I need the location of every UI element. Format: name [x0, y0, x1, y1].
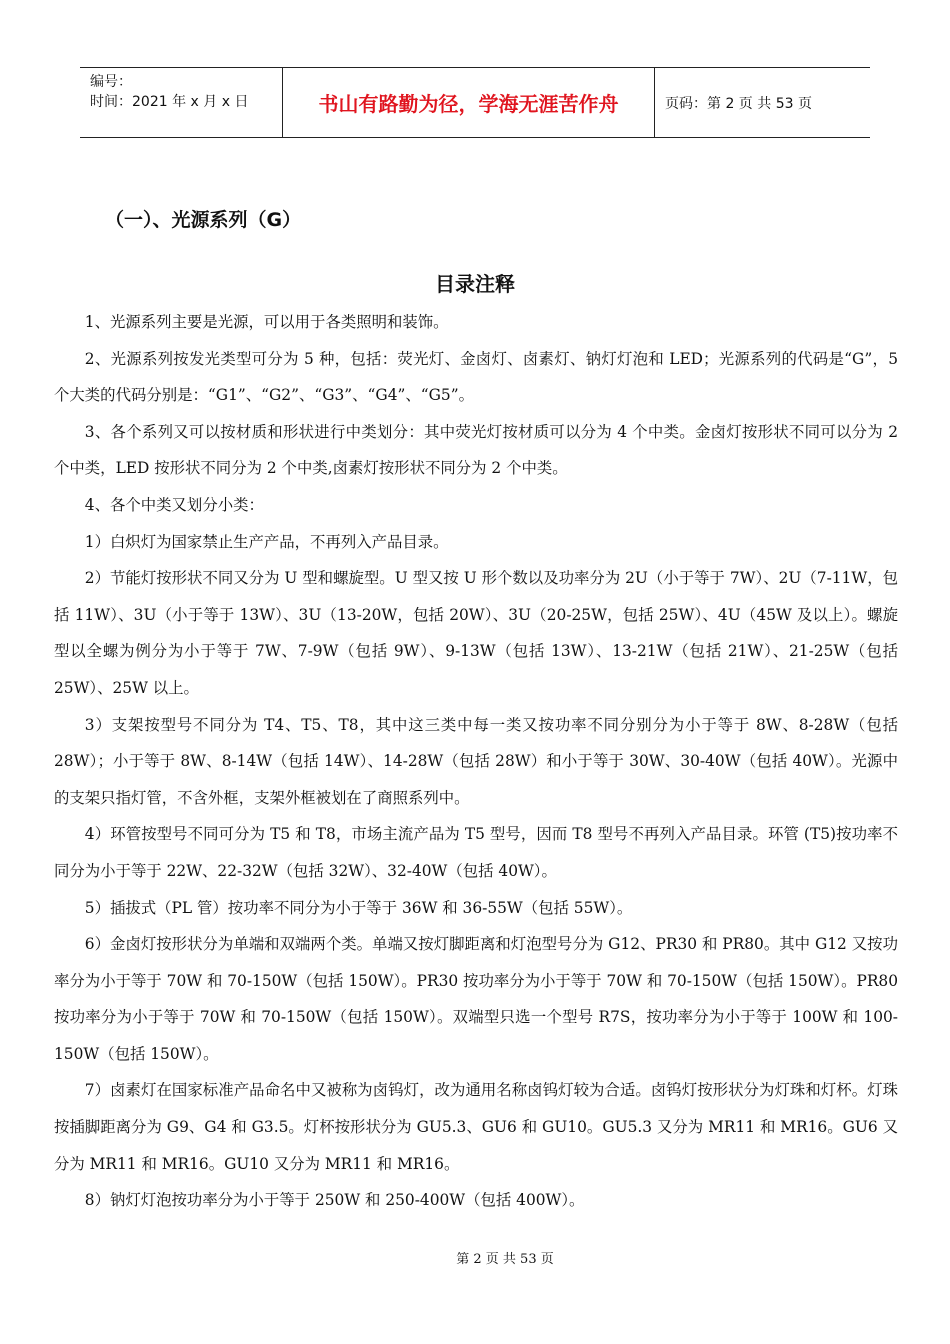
document-header — [80, 67, 870, 138]
header-motto: 书山有路勤为径，学海无涯苦作舟 — [318, 92, 619, 116]
header-motto-cell — [282, 68, 655, 137]
document-number-label: 编号： — [90, 74, 132, 90]
paragraph: 1）白炽灯为国家禁止生产产品，不再列入产品目录。 — [84, 532, 449, 551]
paragraph: 4、各个中类又划分小类： — [84, 495, 264, 514]
paragraph: 4）环管按型号不同可分为 T5 和 T8，市场主流产品为 T5 型号，因而 T8 型号不再列入产品目录。环管 (T5)按功率不同分为小于等于 22W、22-32W（包括 32W）、32-40W（包括 40W）。 — [54, 825, 898, 880]
header-page-cell — [655, 68, 870, 137]
header-page-info: 页码：第 2 页 共 53 页 — [665, 95, 812, 112]
paragraph: 3）支架按型号不同分为 T4、T5、T8，其中这三类中每一类又按功率不同分别分为小于等于 8W、8-28W（包括 28W）；小于等于 8W、8-14W（包括 14W）、14-28W（包括 28W）和小于等于 30W、30-40W（包括 40W）。光源中的支架只指灯管，不含外框，支架外框被划在了商照系列中。 — [54, 715, 898, 807]
paragraph: 1、光源系列主要是光源，可以用于各类照明和装饰。 — [84, 313, 449, 331]
paragraph: 5）插拔式（PL 管）按功率不同分为小于等于 36W 和 36-55W（包括 55W）。 — [84, 898, 633, 917]
paragraph: 2、光源系列按发光类型可分为 5 种，包括：荧光灯、金卤灯、卤素灯、钠灯灯泡和 LED；光源系列的代码是“G”，5 个大类的代码分别是：“G1”、“G2”、“G3”、“G4”、“G5”。 — [54, 349, 898, 405]
page-footer: 第 2 页 共 53 页 — [456, 1252, 554, 1267]
section-title: （一）、光源系列（G） — [105, 209, 302, 231]
paragraph: 6）金卤灯按形状分为单端和双端两个类。单端又按灯脚距离和灯泡型号分为 G12、PR30 和 PR80。其中 G12 又按功率分为小于等于 70W 和 70-150W（包括 150W）。PR30 按功率分为小于等于 70W 和 70-150W（包括 150W）。PR80 按功率分为小于等于 70W 和 70-150W（包括 150W）。双端型只选一个型号 R7S，按功率分为小于等于 100W 和 100-150W（包括 150W）。 — [54, 935, 898, 1063]
paragraph: 8）钠灯灯泡按功率分为小于等于 250W 和 250-400W（包括 400W）。 — [84, 1191, 585, 1210]
paragraph: 2）节能灯按形状不同又分为 U 型和螺旋型。U 型又按 U 形个数以及功率分为 2U（小于等于 7W）、2U（7-11W，包括 11W）、3U（小于等于 13W）、3U（13-20W，包括 20W）、3U（20-25W，包括 25W）、4U（45W 及以上）。螺旋型以全螺为例分为小于等于 7W、7-9W（包括 9W）、9-13W（包括 13W）、13-21W（包括 21W）、21-25W（包括 25W）、25W 以上。 — [54, 569, 898, 697]
document-title: 目录注释 — [435, 272, 515, 296]
document-time-label: 时间：2021 年 x 月 x 日 — [90, 94, 249, 110]
paragraph: 3、各个系列又可以按材质和形状进行中类划分：其中荧光灯按材质可以分为 4 个中类。金卤灯按形状不同可以分为 2 个中类，LED 按形状不同分为 2 个中类,卤素灯按形状不同分为 2 个中类。 — [54, 422, 898, 478]
document-body — [54, 304, 898, 1219]
paragraph: 7）卤素灯在国家标准产品命名中又被称为卤钨灯，改为通用名称卤钨灯较为合适。卤钨灯按形状分为灯珠和灯杯。灯珠按插脚距离分为 G9、G4 和 G3.5。灯杯按形状分为 GU5.3、GU6 和 GU10。GU5.3 又分为 MR11 和 MR16。GU6 又分为 MR11 和 MR16。GU10 又分为 MR11 和 MR16。 — [54, 1081, 898, 1173]
header-meta-cell — [80, 68, 282, 137]
